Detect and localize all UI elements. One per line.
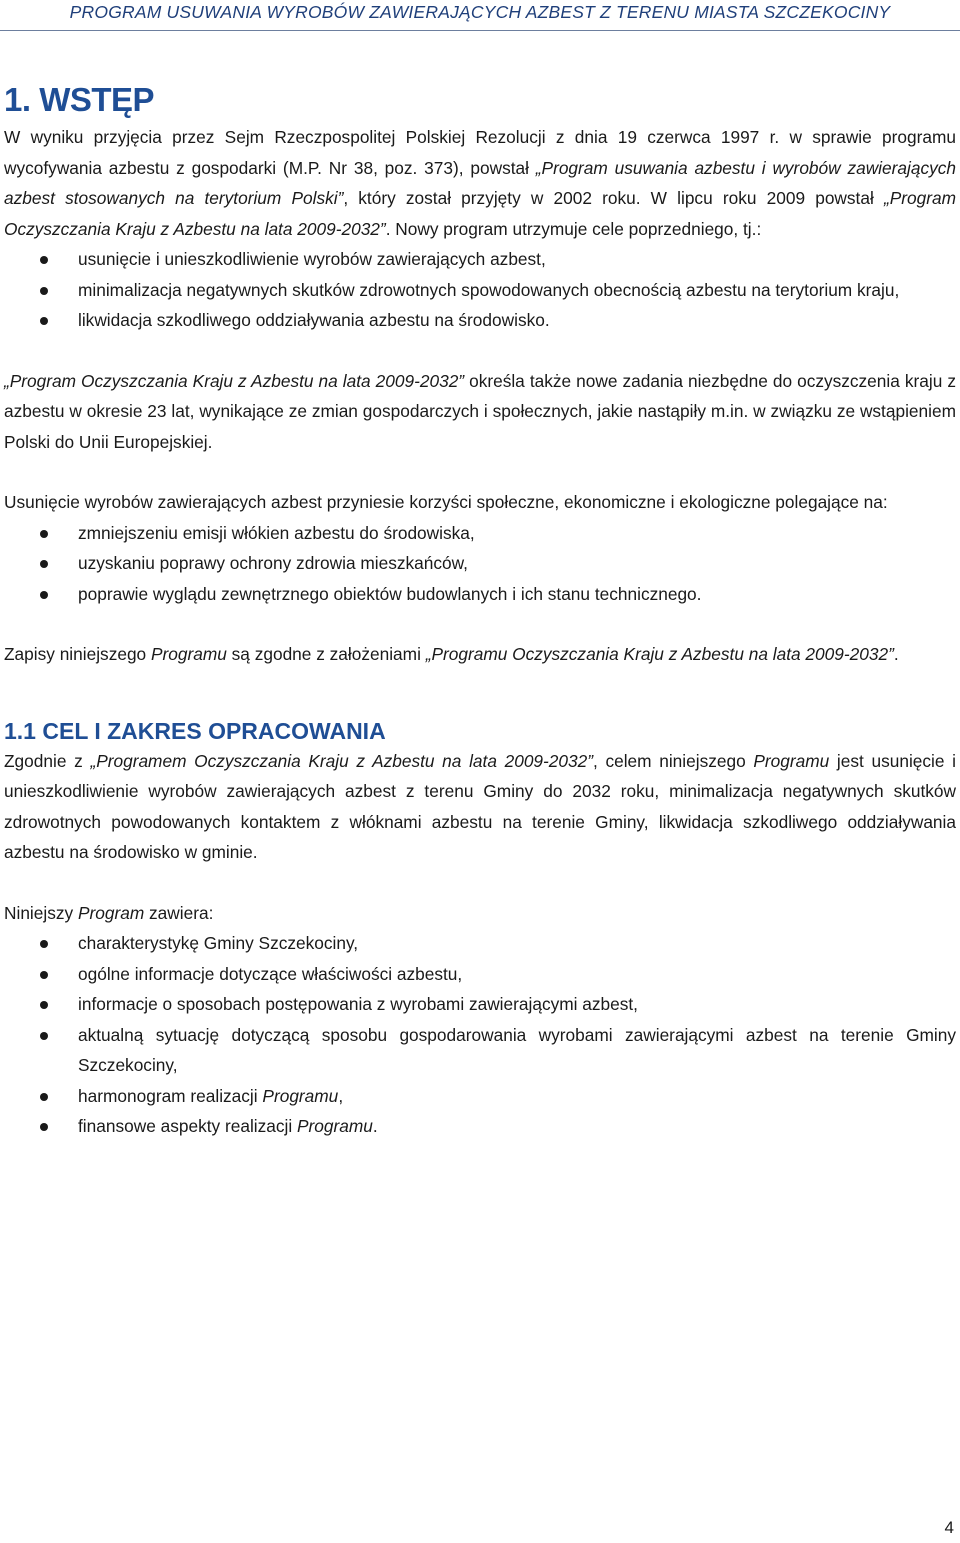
list-item bbox=[4, 305, 956, 336]
program-italic: Programu bbox=[262, 1085, 339, 1106]
list-item bbox=[4, 548, 956, 579]
running-header: PROGRAM USUWANIA WYROBÓW ZAWIERAJĄCYCH AZBEST Z TERENU MIASTA SZCZEKOCINY bbox=[69, 2, 891, 22]
text-span: . Nowy program utrzymuje cele poprzedniego, tj.: bbox=[385, 218, 762, 239]
list-item-text: . bbox=[372, 1116, 378, 1136]
program-italic: Programu bbox=[753, 750, 830, 771]
bullet-icon bbox=[40, 1032, 48, 1040]
list-item bbox=[4, 244, 956, 275]
program-title-italic: „Programu Oczyszczania Kraju z Azbestu na lata 2009-2032” bbox=[425, 644, 894, 664]
bullet-icon bbox=[40, 317, 48, 325]
document-body bbox=[4, 78, 956, 1142]
list-item-text: finansowe aspekty realizacji bbox=[78, 1116, 298, 1136]
bullet-icon bbox=[40, 287, 48, 295]
text-span: są zgodne z założeniami bbox=[226, 644, 426, 664]
benefits-list bbox=[4, 518, 956, 610]
program-italic: Programu bbox=[297, 1116, 373, 1136]
text-span: , celem niniejszego bbox=[593, 750, 754, 771]
list-item-text: uzyskaniu poprawy ochrony zdrowia mieszkańców, bbox=[78, 553, 468, 573]
list-item-text: harmonogram realizacji bbox=[78, 1085, 263, 1106]
text-span: Zapisy niniejszego bbox=[4, 644, 151, 664]
program-title-italic: „Program Oczyszczania Kraju z Azbestu na lata 2009-2032” bbox=[4, 188, 956, 239]
list-item-text: minimalizacja negatywnych skutków zdrowotnych spowodowanych obecnością azbestu na terytorium kraju, bbox=[78, 279, 900, 300]
list-item bbox=[4, 989, 956, 1020]
text-span: jest usunięcie i unieszkodliwienie wyrobów zawierających azbest z terenu Gminy do 2032 roku, minimalizacja negatywnych skutków zdrowotnych powodowanych kontaktem z włóknami azbestu na terenie Gminy, likwidacja szkodliwego oddziaływania azbestu na środowisko w gminie. bbox=[4, 750, 957, 862]
text-span: . bbox=[893, 644, 899, 664]
program-title-italic: „Programem Oczyszczania Kraju z Azbestu na lata 2009-2032” bbox=[90, 750, 593, 771]
compliance-paragraph bbox=[4, 639, 956, 670]
list-item-text: likwidacja szkodliwego oddziaływania azbestu na środowisko. bbox=[78, 310, 550, 330]
page-number: 4 bbox=[944, 1518, 954, 1537]
text-span: W wyniku przyjęcia przez Sejm Rzeczpospolitej Polskiej Rezolucji z dnia 19 czerwca 1997 r. w sprawie programu wycofywania azbestu z gospodarki (M.P. Nr 38, poz. 373), powstał bbox=[4, 127, 956, 178]
list-item bbox=[4, 928, 956, 959]
list-item-text: usunięcie i unieszkodliwienie wyrobów zawierających azbest, bbox=[78, 249, 546, 269]
program-italic: Program bbox=[77, 902, 145, 923]
program-title-italic: „Program usuwania azbestu i wyrobów zawierających azbest stosowanych na terytorium Polski” bbox=[4, 157, 956, 208]
program-title-italic: „Program Oczyszczania Kraju z Azbestu na lata 2009-2032” bbox=[4, 370, 465, 391]
list-item bbox=[4, 1081, 956, 1112]
scope-paragraph bbox=[4, 746, 956, 868]
list-item bbox=[4, 1111, 956, 1142]
list-item-text: aktualną sytuację dotyczącą sposobu gospodarowania wyrobami zawierającymi azbest na terenie Gminy Szczekociny, bbox=[78, 1024, 956, 1075]
program-paragraph bbox=[4, 366, 956, 458]
bullet-icon bbox=[40, 971, 48, 979]
bullet-icon bbox=[40, 1093, 48, 1101]
section-heading-scope: 1.1 CEL I ZAKRES OPRACOWANIA bbox=[4, 717, 386, 744]
list-item bbox=[4, 518, 956, 549]
text-span: Zgodnie z bbox=[4, 750, 91, 771]
list-item-text: , bbox=[338, 1085, 344, 1106]
text-span: zawiera: bbox=[144, 902, 214, 923]
list-item bbox=[4, 959, 956, 990]
bullet-icon bbox=[40, 591, 48, 599]
section-heading-intro: 1. WSTĘP bbox=[4, 81, 155, 118]
contents-intro-paragraph bbox=[4, 898, 956, 929]
bullet-icon bbox=[40, 1001, 48, 1009]
text-span: Niniejszy bbox=[4, 902, 78, 923]
header-rule bbox=[0, 30, 960, 31]
list-item bbox=[4, 579, 956, 610]
bullet-icon bbox=[40, 256, 48, 264]
bullet-icon bbox=[40, 530, 48, 538]
goals-list bbox=[4, 244, 956, 336]
program-italic: Programu bbox=[150, 644, 227, 664]
text-span: , który został przyjęty w 2002 roku. W lipcu roku 2009 powstał bbox=[343, 188, 884, 208]
bullet-icon bbox=[40, 1123, 48, 1131]
list-item-text: charakterystykę Gminy Szczekociny, bbox=[78, 933, 359, 953]
list-item bbox=[4, 275, 956, 306]
contents-list bbox=[4, 928, 956, 1142]
list-item bbox=[4, 1020, 956, 1081]
list-item-text: poprawie wyglądu zewnętrznego obiektów budowlanych i ich stanu technicznego. bbox=[78, 583, 702, 604]
intro-paragraph bbox=[4, 122, 956, 244]
list-item-text: ogólne informacje dotyczące właściwości azbestu, bbox=[78, 963, 463, 984]
bullet-icon bbox=[40, 940, 48, 948]
text-span: określa także nowe zadania niezbędne do oczyszczenia kraju z azbestu w okresie 23 lat, wynikające ze zmian gospodarczych i społecznych, jakie nastąpiły m.in. w związku ze wstąpieniem Polski do Unii Europejskiej. bbox=[4, 370, 956, 452]
bullet-icon bbox=[40, 560, 48, 568]
list-item-text: zmniejszeniu emisji włókien azbestu do środowiska, bbox=[78, 522, 475, 543]
benefits-paragraph: Usunięcie wyrobów zawierających azbest przyniesie korzyści społeczne, ekonomiczne i ekologiczne polegające na: bbox=[4, 492, 888, 512]
list-item-text: informacje o sposobach postępowania z wyrobami zawierającymi azbest, bbox=[78, 994, 638, 1014]
